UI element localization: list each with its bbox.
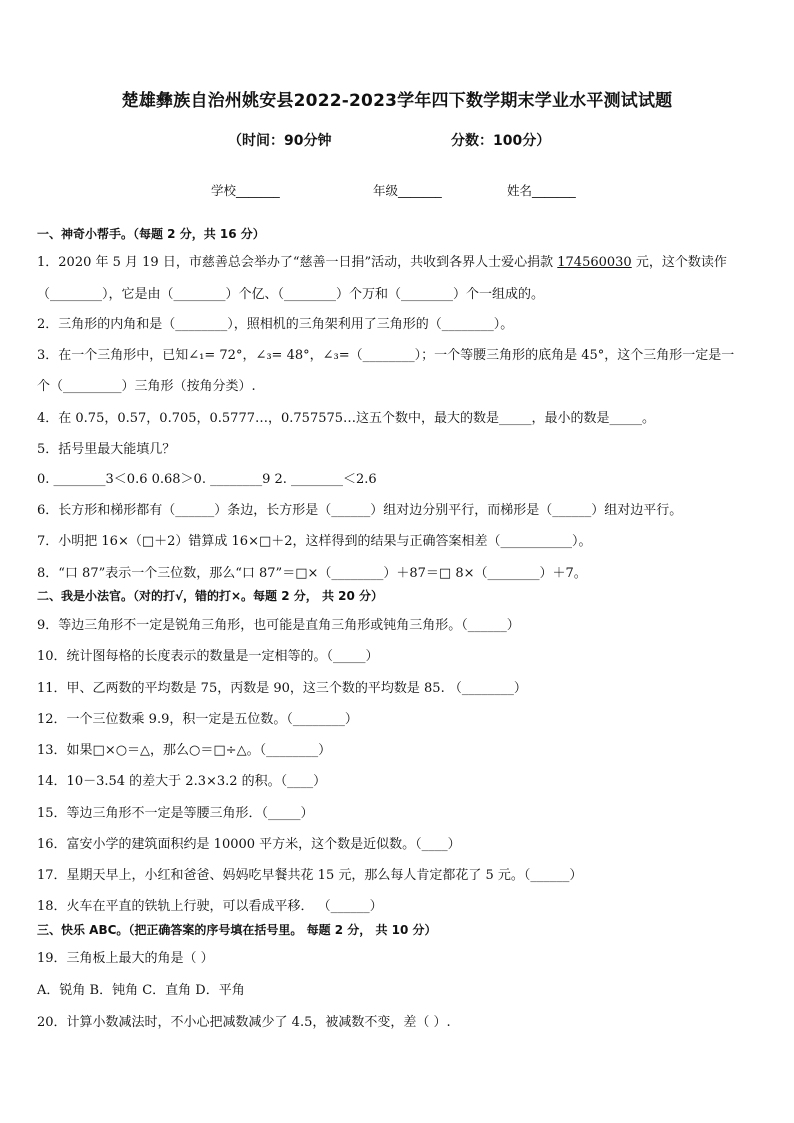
question-line: 13．如果□×○＝△，那么○＝□÷△。（________） (37, 743, 332, 758)
exam-time: （时间：90分钟 (228, 133, 332, 149)
question-line (37, 251, 727, 270)
question-line: 0. ________3＜0.6 0.68＞0. ________9 2. ________＜2.6 (37, 472, 377, 487)
question-line: 9．等边三角形不一定是锐角三角形，也可能是直角三角形或钝角三角形。（______） (37, 618, 520, 633)
school-field: 学校_______ (211, 183, 280, 198)
underlined-number: 174560030 (557, 255, 632, 270)
grade-field: 年级_______ (373, 183, 442, 198)
question-line: 12．一个三位数乘 9.9，积一定是五位数。（________） (37, 712, 358, 727)
question-line: 16．富安小学的建筑面积约是 10000 平方米，这个数是近似数。（____） (37, 837, 461, 852)
question-line: 14．10－3.54 的差大于 2.3×3.2 的积。（____） (37, 774, 327, 789)
question-text: 元，这个数读作 (631, 255, 727, 270)
section-heading: 一、神奇小帮手。（每题 2 分，共 16 分） (37, 227, 265, 241)
section-heading: 三、快乐 ABC。（把正确答案的序号填在括号里。 每题 2 分， 共 10 分） (37, 923, 437, 937)
question-line: 19．三角板上最大的角是（ ） (37, 951, 214, 966)
question-text: 1．2020 年 5 月 19 日，市慈善总会举办了“慈善一日捐”活动，共收到各界人士爱心捐款 (37, 255, 558, 270)
question-line: 17．星期天早上，小红和爸爸、妈妈吃早餐共花 15 元，那么每人肯定都花了 5 元。（______） (37, 868, 583, 883)
question-line: 11．甲、乙两数的平均数是 75，丙数是 90，这三个数的平均数是 85. （________） (37, 681, 527, 696)
question-line: 2．三角形的内角和是（________），照相机的三角架利用了三角形的（________）。 (37, 317, 514, 332)
question-line: 7．小明把 16×（□＋2）错算成 16×□＋2，这样得到的结果与正确答案相差（___________）。 (37, 534, 592, 549)
question-line: （________），它是由（________）个亿、（________）个万和（________）个一组成的。 (37, 287, 545, 302)
question-line: 6．长方形和梯形都有（______）条边，长方形是（______）组对边分别平行，而梯形是（______）组对边平行。 (37, 503, 683, 518)
question-line: 10．统计图每格的长度表示的数量是一定相等的。（_____） (37, 649, 379, 664)
question-line: 15．等边三角形不一定是等腰三角形．（_____） (37, 806, 314, 821)
question-line: 18．火车在平直的铁轨上行驶，可以看成平移． （______） (37, 899, 383, 914)
question-line: A．锐角 B．钝角 C．直角 D．平角 (37, 983, 245, 998)
question-line: 8．“口 87”表示一个三位数，那么“口 87”＝□×（________）＋87＝□ 8×（________）＋7。 (37, 566, 587, 581)
section-heading: 二、我是小法官。（对的打√，错的打×。每题 2 分， 共 20 分） (37, 589, 383, 603)
exam-score: 分数：100分） (451, 133, 551, 149)
name-field: 姓名_______ (507, 183, 576, 198)
question-line: 个（_________）三角形（按角分类）. (37, 379, 256, 394)
exam-title: 楚雄彝族自治州姚安县2022-2023学年四下数学期末学业水平测试试题 (121, 91, 673, 111)
question-line: 20．计算小数减法时，不小心把减数减少了 4.5，被减数不变，差（ ）. (37, 1015, 451, 1030)
question-line: 5．括号里最大能填几？ (37, 442, 176, 457)
question-line: 4．在 0.75，0.57，0.705，0.5777…，0.757575…这五个数中，最大的数是_____，最小的数是_____。 (37, 411, 656, 426)
question-line: 3．在一个三角形中，已知∠₁= 72°，∠₃= 48°，∠₃=（________）；一个等腰三角形的底角是 45°，这个三角形一定是一 (37, 348, 735, 363)
